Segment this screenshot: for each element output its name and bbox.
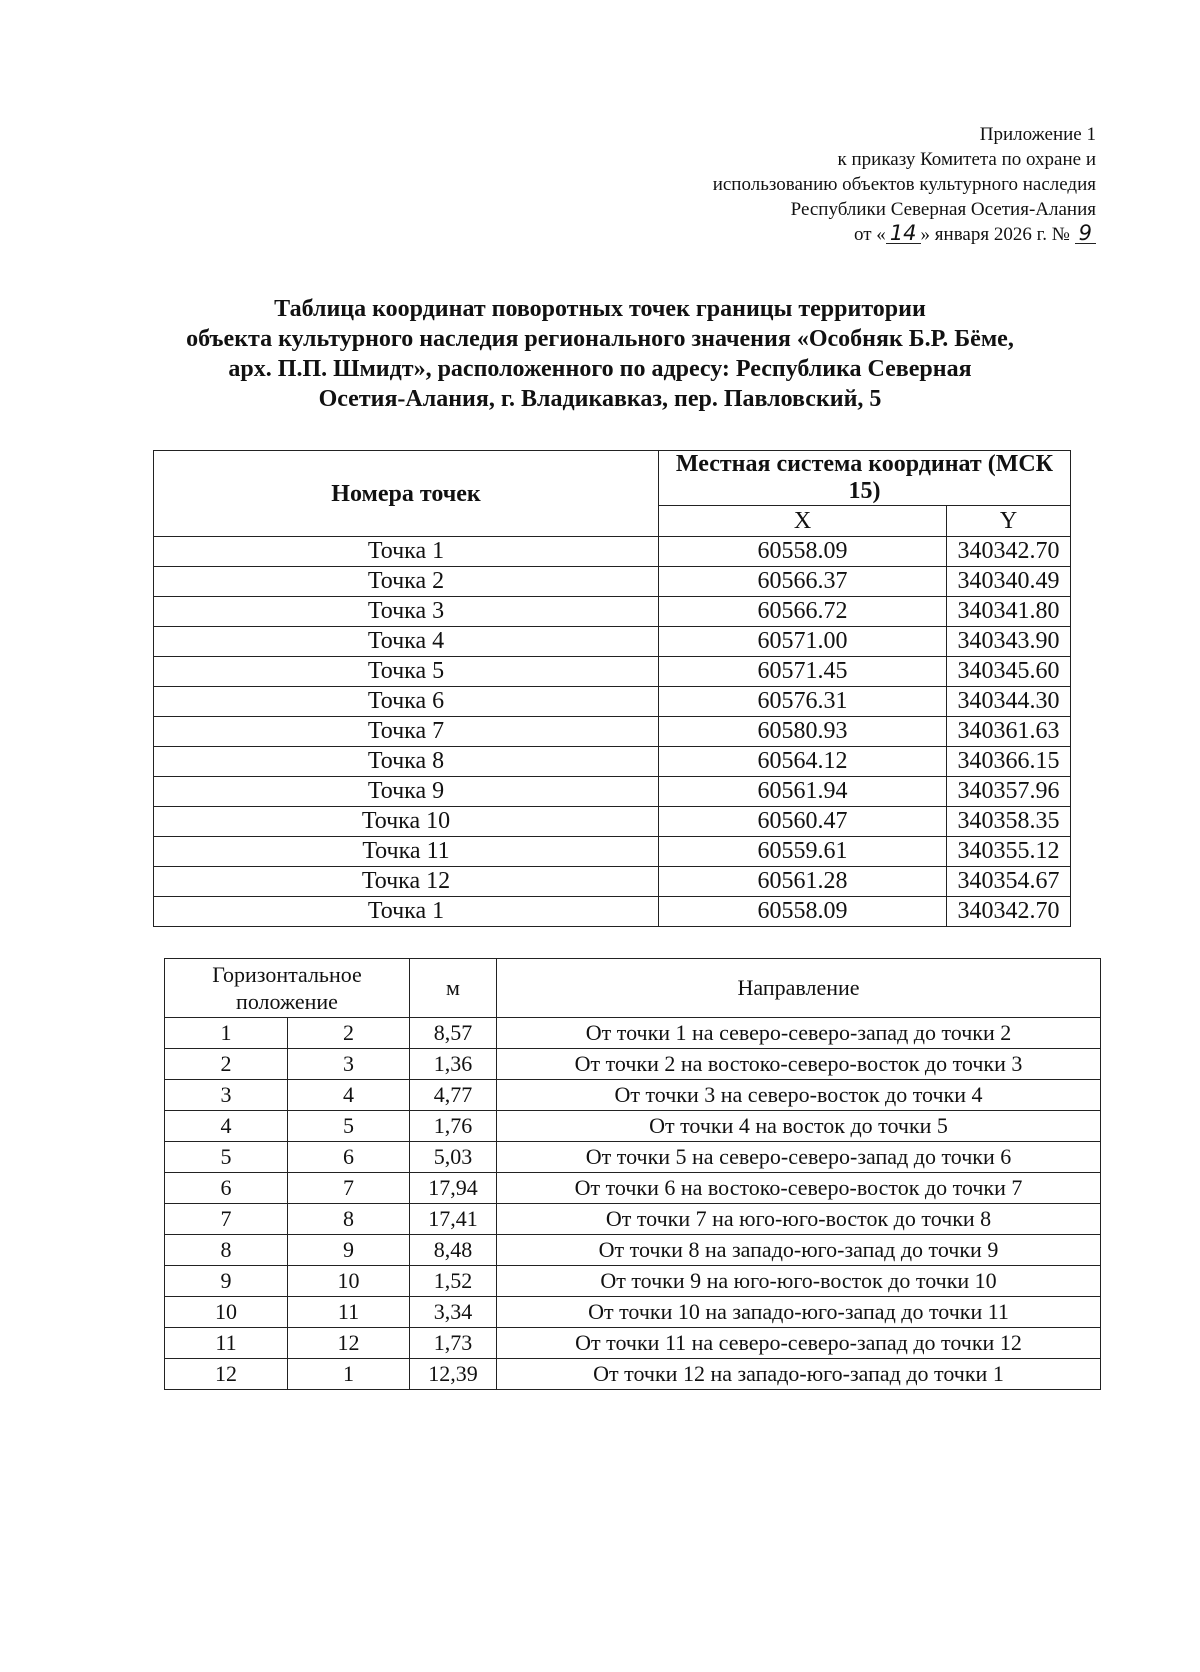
x-cell: 60559.61	[659, 837, 947, 867]
appendix-block	[713, 122, 1096, 247]
title-line: Осетия-Алания, г. Владикавказ, пер. Павловский, 5	[318, 386, 882, 412]
x-cell: 60558.09	[659, 897, 947, 927]
table-row	[165, 1018, 1101, 1049]
appendix-line: Приложение 1	[979, 124, 1096, 145]
table-row	[154, 777, 1071, 807]
point-cell: Точка 4	[154, 627, 659, 657]
date-prefix: от «	[854, 224, 886, 245]
x-cell: 60561.28	[659, 867, 947, 897]
table-row	[154, 717, 1071, 747]
table-row	[165, 1359, 1101, 1390]
table-row	[165, 1080, 1101, 1111]
appendix-date-line	[713, 222, 1096, 247]
x-cell: 60566.37	[659, 567, 947, 597]
to-cell: 10	[288, 1266, 410, 1297]
handwritten-number: 9	[1075, 223, 1096, 244]
table-row	[154, 627, 1071, 657]
table-row	[154, 807, 1071, 837]
y-cell: 340344.30	[947, 687, 1071, 717]
meters-cell: 1,36	[410, 1049, 497, 1080]
point-cell: Точка 5	[154, 657, 659, 687]
to-cell: 9	[288, 1235, 410, 1266]
point-cell: Точка 2	[154, 567, 659, 597]
direction-cell: От точки 11 на северо-северо-запад до точки 12	[497, 1328, 1101, 1359]
header-points: Номера точек	[154, 451, 659, 537]
point-cell: Точка 1	[154, 897, 659, 927]
point-cell: Точка 6	[154, 687, 659, 717]
table-row	[165, 1235, 1101, 1266]
table-row	[165, 1049, 1101, 1080]
table-row	[154, 657, 1071, 687]
meters-cell: 8,57	[410, 1018, 497, 1049]
direction-cell: От точки 10 на западо-юго-запад до точки 11	[497, 1297, 1101, 1328]
document-title	[120, 294, 1080, 414]
x-cell: 60564.12	[659, 747, 947, 777]
point-cell: Точка 10	[154, 807, 659, 837]
point-cell: Точка 11	[154, 837, 659, 867]
appendix-line: Республики Северная Осетия-Алания	[790, 199, 1096, 220]
to-cell: 6	[288, 1142, 410, 1173]
handwritten-day: 14	[886, 223, 921, 244]
direction-cell: От точки 7 на юго-юго-восток до точки 8	[497, 1204, 1101, 1235]
table-row	[165, 1142, 1101, 1173]
table-row	[154, 897, 1071, 927]
x-cell: 60566.72	[659, 597, 947, 627]
coordinates-table	[153, 450, 1071, 927]
title-line: Таблица координат поворотных точек границы территории	[274, 296, 926, 322]
appendix-line: использованию объектов культурного наследия	[712, 174, 1096, 195]
point-cell: Точка 8	[154, 747, 659, 777]
from-cell: 10	[165, 1297, 288, 1328]
from-cell: 12	[165, 1359, 288, 1390]
meters-cell: 17,94	[410, 1173, 497, 1204]
x-cell: 60561.94	[659, 777, 947, 807]
point-cell: Точка 3	[154, 597, 659, 627]
from-cell: 8	[165, 1235, 288, 1266]
y-cell: 340345.60	[947, 657, 1071, 687]
from-cell: 3	[165, 1080, 288, 1111]
table-row	[154, 747, 1071, 777]
table-row	[154, 687, 1071, 717]
from-cell: 6	[165, 1173, 288, 1204]
table-row	[165, 1204, 1101, 1235]
header-coordinate-system: Местная система координат (МСК 15)	[659, 451, 1071, 506]
to-cell: 8	[288, 1204, 410, 1235]
point-cell: Точка 12	[154, 867, 659, 897]
table-row	[154, 567, 1071, 597]
direction-cell: От точки 1 на северо-северо-запад до точки 2	[497, 1018, 1101, 1049]
header-y: Y	[947, 506, 1071, 537]
x-cell: 60571.45	[659, 657, 947, 687]
y-cell: 340340.49	[947, 567, 1071, 597]
direction-cell: От точки 9 на юго-юго-восток до точки 10	[497, 1266, 1101, 1297]
direction-cell: От точки 2 на востоко-северо-восток до точки 3	[497, 1049, 1101, 1080]
date-middle: » января 2026 г. №	[920, 224, 1070, 245]
table-row	[165, 1173, 1101, 1204]
to-cell: 4	[288, 1080, 410, 1111]
title-line: объекта культурного наследия регионального значения «Особняк Б.Р. Бёме,	[186, 326, 1014, 352]
point-cell: Точка 1	[154, 537, 659, 567]
direction-cell: От точки 12 на западо-юго-запад до точки 1	[497, 1359, 1101, 1390]
table-row	[165, 1111, 1101, 1142]
to-cell: 7	[288, 1173, 410, 1204]
to-cell: 12	[288, 1328, 410, 1359]
to-cell: 2	[288, 1018, 410, 1049]
point-cell: Точка 7	[154, 717, 659, 747]
y-cell: 340361.63	[947, 717, 1071, 747]
from-cell: 9	[165, 1266, 288, 1297]
meters-cell: 4,77	[410, 1080, 497, 1111]
from-cell: 11	[165, 1328, 288, 1359]
table-row	[154, 837, 1071, 867]
direction-cell: От точки 8 на западо-юго-запад до точки 9	[497, 1235, 1101, 1266]
header-direction: Направление	[497, 959, 1101, 1018]
table-row	[154, 597, 1071, 627]
direction-cell: От точки 4 на восток до точки 5	[497, 1111, 1101, 1142]
table-row	[154, 867, 1071, 897]
meters-cell: 5,03	[410, 1142, 497, 1173]
table-row	[165, 1297, 1101, 1328]
table-row	[165, 1328, 1101, 1359]
meters-cell: 1,52	[410, 1266, 497, 1297]
meters-cell: 8,48	[410, 1235, 497, 1266]
to-cell: 1	[288, 1359, 410, 1390]
x-cell: 60560.47	[659, 807, 947, 837]
to-cell: 3	[288, 1049, 410, 1080]
meters-cell: 1,73	[410, 1328, 497, 1359]
to-cell: 5	[288, 1111, 410, 1142]
table-row	[165, 1266, 1101, 1297]
y-cell: 340366.15	[947, 747, 1071, 777]
meters-cell: 17,41	[410, 1204, 497, 1235]
to-cell: 11	[288, 1297, 410, 1328]
meters-cell: 3,34	[410, 1297, 497, 1328]
y-cell: 340354.67	[947, 867, 1071, 897]
point-cell: Точка 9	[154, 777, 659, 807]
header-x: X	[659, 506, 947, 537]
distances-table	[164, 958, 1101, 1390]
y-cell: 340341.80	[947, 597, 1071, 627]
y-cell: 340355.12	[947, 837, 1071, 867]
x-cell: 60576.31	[659, 687, 947, 717]
from-cell: 7	[165, 1204, 288, 1235]
from-cell: 5	[165, 1142, 288, 1173]
direction-cell: От точки 6 на востоко-северо-восток до точки 7	[497, 1173, 1101, 1204]
header-horizontal-position: Горизонтальное положение	[165, 959, 410, 1018]
x-cell: 60558.09	[659, 537, 947, 567]
y-cell: 340342.70	[947, 537, 1071, 567]
meters-cell: 12,39	[410, 1359, 497, 1390]
table-row	[154, 537, 1071, 567]
y-cell: 340342.70	[947, 897, 1071, 927]
from-cell: 4	[165, 1111, 288, 1142]
title-line: арх. П.П. Шмидт», расположенного по адресу: Республика Северная	[228, 356, 972, 382]
y-cell: 340358.35	[947, 807, 1071, 837]
appendix-line: к приказу Комитета по охране и	[837, 149, 1096, 170]
y-cell: 340357.96	[947, 777, 1071, 807]
meters-cell: 1,76	[410, 1111, 497, 1142]
direction-cell: От точки 3 на северо-восток до точки 4	[497, 1080, 1101, 1111]
header-meters: м	[410, 959, 497, 1018]
from-cell: 1	[165, 1018, 288, 1049]
x-cell: 60571.00	[659, 627, 947, 657]
y-cell: 340343.90	[947, 627, 1071, 657]
direction-cell: От точки 5 на северо-северо-запад до точки 6	[497, 1142, 1101, 1173]
x-cell: 60580.93	[659, 717, 947, 747]
from-cell: 2	[165, 1049, 288, 1080]
